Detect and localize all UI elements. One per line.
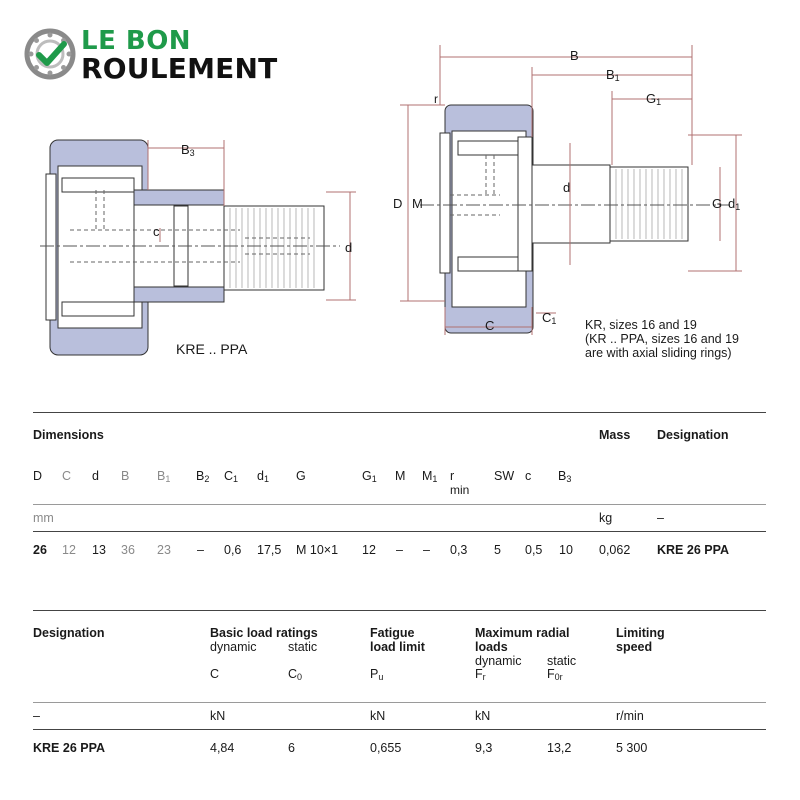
val-r: 0,3 [450,543,468,557]
dynamic-subheader: dynamic [210,640,257,654]
sym-Pu: $P_u$ [370,667,384,682]
val-designation: KRE 26 PPA [657,543,730,557]
col-d1: $d_1$ [257,469,269,484]
limiting-header-1: Limiting [616,626,665,640]
right-label-r: r [434,92,438,106]
col-G: G [296,469,306,483]
t2-designation-header: Designation [33,626,105,640]
col-B3: $B_3$ [558,469,572,484]
col-D: D [33,469,43,483]
mass-header: Mass [599,428,631,442]
radial-static-subheader: static [547,654,577,668]
unit-radial: kN [475,709,491,723]
val-B3: 10 [559,543,573,557]
fatigue-header-2: load limit [370,640,425,654]
val-D: 26 [33,543,47,557]
right-label-C: C [485,318,495,333]
col-C1: $C_1$ [224,469,239,484]
val-G1: 12 [362,543,376,557]
val-B: 36 [121,543,135,557]
col-SW: SW [494,469,515,483]
left-label-d: d [345,240,353,255]
right-label-d1: $d_1$ [728,196,741,212]
logo-line-1: LE BON [81,26,192,56]
t2-val-designation: KRE 26 PPA [33,741,106,755]
t2-val-C: 4,84 [210,741,235,755]
val-d1: 17,5 [257,543,282,557]
sym-Fr: $F_r$ [475,667,486,682]
unit-fatigue: kN [370,709,386,723]
val-SW: 5 [494,543,501,557]
val-mass: 0,062 [599,543,631,557]
col-c: c [525,469,532,483]
max-radial-header-1: Maximum radial [475,626,570,640]
right-label-B1: $B_1$ [606,67,620,83]
col-M: M [395,469,406,483]
val-c: 0,5 [525,543,543,557]
unit-speed: r/min [616,709,644,723]
unit-designation: – [657,511,664,525]
col-B1: $B_1$ [157,469,171,484]
col-B: B [121,469,130,483]
t2-val-F0r: 13,2 [547,741,572,755]
table2-units-rule [33,702,766,703]
col-M1: $M_1$ [422,469,438,484]
left-label-b3: $B_3$ [181,142,195,158]
unit-mm: mm [33,511,54,525]
right-label-G1: $G_1$ [646,91,662,107]
col-C: C [62,469,72,483]
val-B1: 23 [157,543,171,557]
fatigue-header-1: Fatigue [370,626,415,640]
note-line: KR, sizes 16 and 19 [585,318,697,332]
bearing-check-icon [24,28,76,80]
val-M: – [396,543,403,557]
max-radial-header-2: loads [475,640,508,654]
right-label-G: G [712,196,723,211]
t2-val-C0: 6 [288,741,295,755]
sym-C0: $C_0$ [288,667,303,682]
left-bearing-drawing [30,130,370,360]
val-C: 12 [62,543,76,557]
val-G: M 10×1 [296,543,339,557]
logo-line-2: ROULEMENT [81,52,278,85]
val-C1: 0,6 [224,543,242,557]
val-d: 13 [92,543,106,557]
table2-top-rule [33,610,766,611]
val-B2: – [197,543,204,557]
right-label-d: d [563,180,571,195]
val-M1: – [423,543,430,557]
right-label-B: B [570,48,579,63]
table1-data-rule [33,531,766,532]
right-bearing-drawing [390,45,790,345]
table2-data-rule [33,729,766,730]
left-label-c: c [153,224,160,239]
note-line: (KR .. PPA, sizes 16 and 19 [585,332,740,346]
right-label-M: M [412,196,423,211]
unit-kg: kg [599,511,613,525]
limiting-header-2: speed [616,640,653,654]
sym-C: C [210,667,220,681]
unit-t2-designation: – [33,709,40,723]
drawing-note [585,318,739,360]
t2-val-Pu: 0,655 [370,741,402,755]
col-G1: $G_1$ [362,469,377,484]
right-label-C1: $C_1$ [542,310,557,326]
right-label-D: D [393,196,403,211]
col-B2: $B_2$ [196,469,210,484]
sym-F0r: $F_{0r}$ [547,667,563,682]
basic-load-header: Basic load ratings [210,626,318,640]
t2-val-speed: 5 300 [616,741,648,755]
col-d: d [92,469,99,483]
table1-units-rule [33,504,766,505]
t2-val-Fr: 9,3 [475,741,493,755]
designation-header: Designation [657,428,729,442]
radial-dynamic-subheader: dynamic [475,654,522,668]
left-caption: KRE .. PPA [176,341,248,357]
col-r-sub: min [450,483,470,497]
table1-top-rule [33,412,766,413]
col-r: r [450,469,455,483]
dimensions-header: Dimensions [33,428,104,442]
static-subheader: static [288,640,318,654]
note-line: are with axial sliding rings) [585,346,732,360]
unit-load: kN [210,709,226,723]
